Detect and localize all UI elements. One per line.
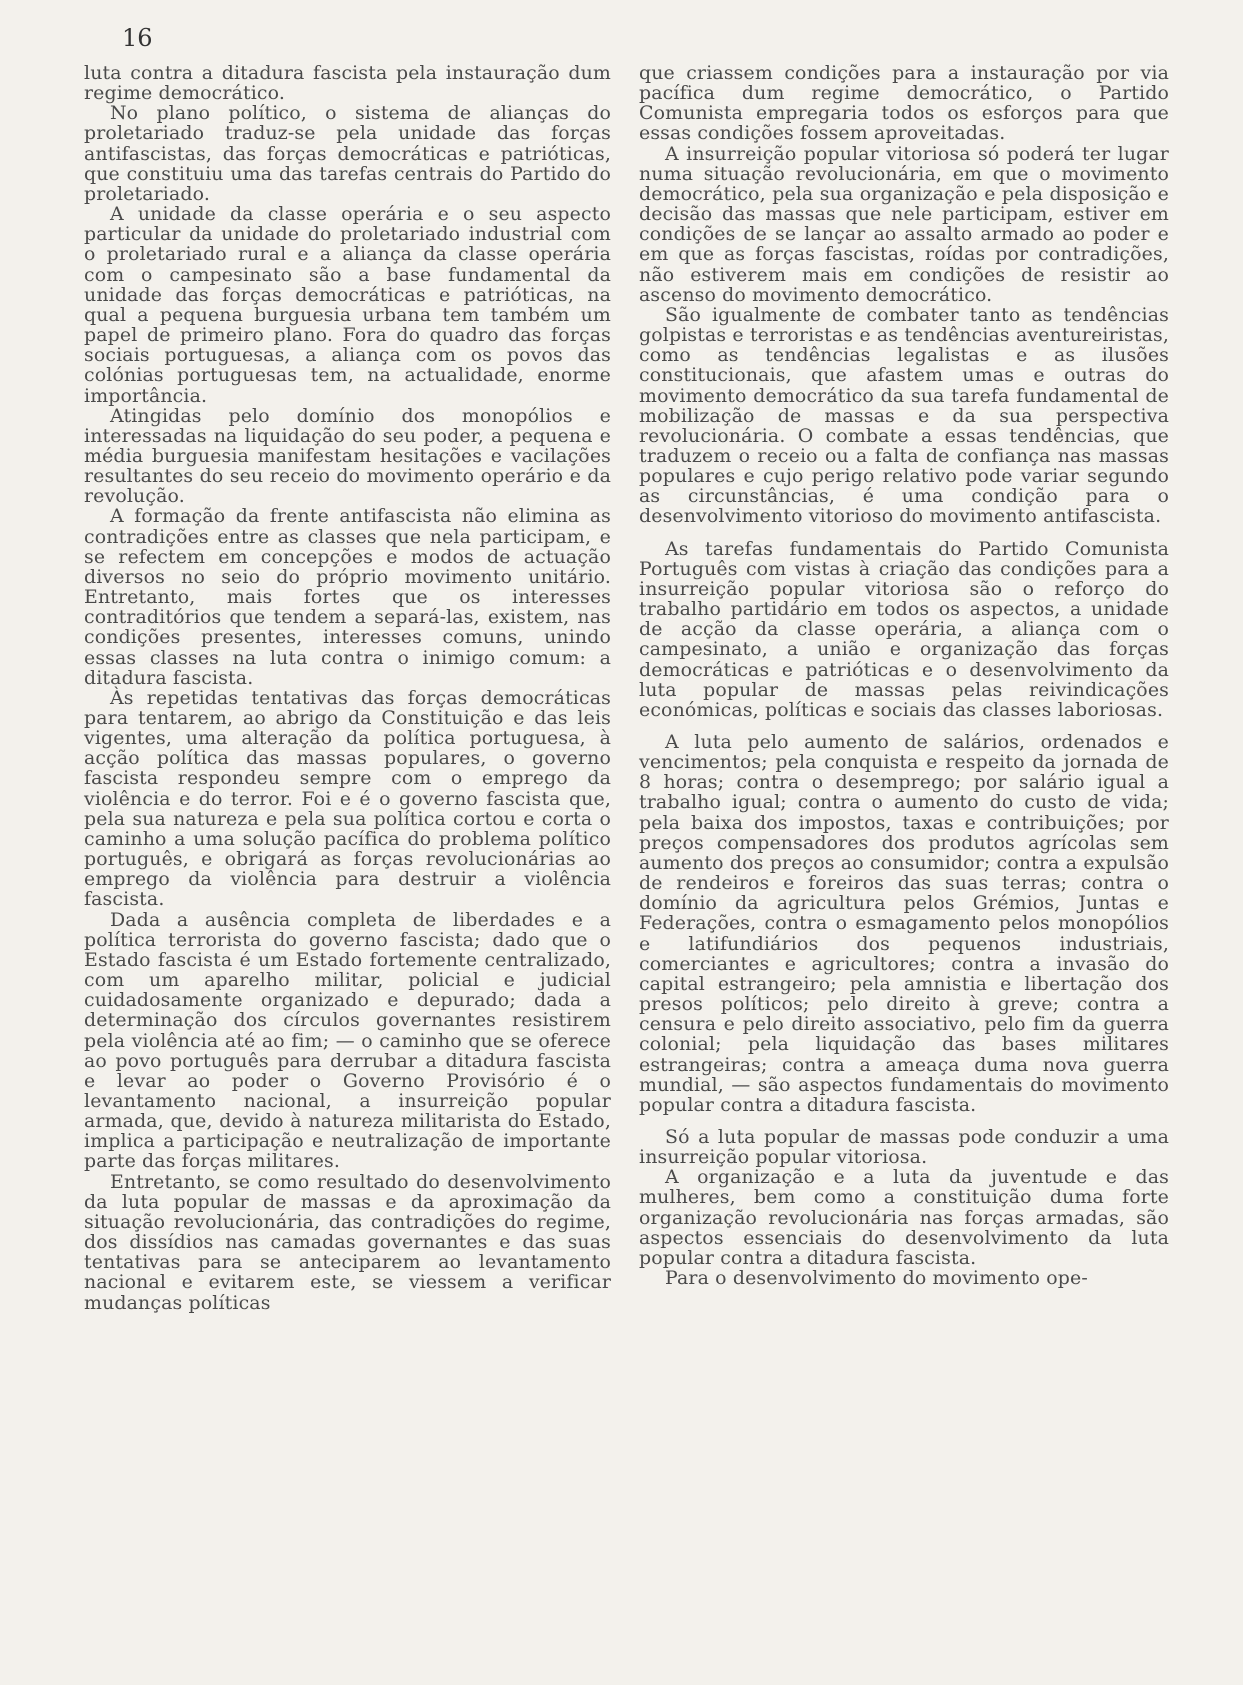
paragraph: Às repetidas tentativas das forças democráticas para tentarem, ao abrigo da Constituição e das leis vigentes, uma alteração da política portuguesa, à acção política das massas populares, o governo fascista respondeu sempre com o emprego da violência e do terror. Foi e é o governo fascista que, pela sua natureza e pela sua política cortou e corta o caminho a uma solução pacífica do problema político português, e obrigará as forças revolucionárias ao emprego da violência para destruir a violência fascista. <box>84 686 611 911</box>
paragraph: No plano político, o sistema de alianças do proletariado traduz-se pela unidade das forças antifascistas, das forças democráticas e patrióticas, que constituiu uma das tarefas centrais do Partido do proletariado. <box>84 102 611 205</box>
paragraph: Atingidas pelo domínio dos monopólios e interessadas na liquidação do seu poder, a pequena e média burguesia manifestam hesitações e vacilações resultantes do seu receio do movimento operário e da revolução. <box>84 404 611 508</box>
paragraph: Para o desenvolvimento do movimento ope- <box>665 1267 1088 1290</box>
paragraph: que criassem condições para a instauração por via pacífica dum regime democrático, o Partido Comunista empregaria todos os esforços para que essas condições fossem aproveitadas. <box>639 62 1169 145</box>
paragraph: São igualmente de combater tanto as tendências golpistas e terroristas e as tendências aventureiristas, como as tendências legalistas e as ilusões constitucionais, que afastem umas e outras do movimento democrático da sua tarefa fundamental de mobilização de massas e da sua perspectiva revolucionária. O combate a essas tendências, que traduzem o receio ou a falta de confiança nas massas populares e cujo perigo relativo pode variar segundo as circunstâncias, é uma condição para o desenvolvimento vitorioso do movimento antifascista. <box>639 303 1169 528</box>
paragraph: Só a luta popular de massas pode conduzir a uma insurreição popular vitoriosa. <box>639 1125 1169 1169</box>
paragraph: As tarefas fundamentais do Partido Comunista Português com vistas à criação das condições para a insurreição popular vitoriosa são o reforço do trabalho partidário em todos os aspectos, a unidade de acção da classe operária, a aliança com o campesinato, a união e organização das forças democráticas e patrióticas e o desenvolvimento da luta popular de massas pelas reivindicações económicas, políticas e sociais das classes laboriosas. <box>639 537 1169 721</box>
paragraph: A luta pelo aumento de salários, ordenados e vencimentos; pela conquista e respeito da jornada de 8 horas; contra o desemprego; por salário igual a trabalho igual; contra o aumento do custo de vida; pela baixa dos impostos, taxas e contribuições; por preços compensadores dos produtos agrícolas sem aumento dos preços ao consumidor; contra a expulsão de rendeiros e foreiros das suas terras; contra o domínio da agricultura pelos Grémios, Juntas e Federações, contra o esmagamento pelos monopólios e latifundiários dos pequenos industriais, comerciantes e agricultores; contra a invasão do capital estrangeiro; pela amnistia e libertação dos presos políticos; pelo direito à greve; contra a censura e pelo direito associativo, pelo fim da guerra colonial; pela liquidação das bases militares estrangeiras; contra a ameaça duma nova guerra mundial, — são aspectos fundamentais do movimento popular contra a ditadura fascista. <box>639 731 1169 1116</box>
left-column <box>84 63 611 1313</box>
page-number: 16 <box>122 24 153 52</box>
paragraph: A unidade da classe operária e o seu aspecto particular da unidade do proletariado industrial com o proletariado rural e a aliança da classe operária com o campesinato são a base fundamental da unidade das forças democráticas e patrióticas, na qual a pequena burguesia urbana tem também um papel de primeiro plano. Fora do quadro das forças sociais portuguesas, a aliança com os povos das colónias portuguesas tem, na actualidade, enorme importância. <box>84 203 611 407</box>
right-column <box>639 63 1169 1288</box>
paragraph: A organização e a luta da juventude e das mulheres, bem como a constituição duma forte organização revolucionária nas forças armadas, são aspectos essenciais do desenvolvimento da luta popular contra a ditadura fascista. <box>639 1166 1169 1269</box>
paragraph: luta contra a ditadura fascista pela instauração dum regime democrático. <box>84 62 611 105</box>
paragraph: A insurreição popular vitoriosa só poderá ter lugar numa situação revolucionária, em que o movimento democrático, pela sua organização e pela disposição e decisão das massas que nele participam, estiver em condições de se lançar ao assalto armado ao poder e em que as forças fascistas, roídas por contradições, não estiverem mais em condições de resistir ao ascenso do movimento democrático. <box>639 142 1169 306</box>
paragraph: Dada a ausência completa de liberdades e a política terrorista do governo fascista; dado que o Estado fascista é um Estado fortemente centralizado, com um aparelho militar, policial e judicial cuidadosamente organizado e depurado; dada a determinação dos círculos governantes resistirem pela violência até ao fim; — o caminho que se oferece ao povo português para derrubar a ditadura fascista e levar ao poder o Governo Provisório é o levantamento nacional, a insurreição popular armada, que, devido à natureza militarista do Estado, implica a participação e neutralização de importante parte das forças militares. <box>84 908 611 1173</box>
paragraph: A formação da frente antifascista não elimina as contradições entre as classes que nela participam, e se refectem em concepções e modos de actuação diversos no seio do próprio movimento unitário. Entretanto, mais fortes que os interesses contraditórios que tendem a separá-las, existem, nas condições presentes, interesses comuns, unindo essas classes na luta contra o inimigo comum: a ditadura fascista. <box>84 505 611 689</box>
paragraph: Entretanto, se como resultado do desenvolvimento da luta popular de massas e da aproximação da situação revolucionária, das contradições do regime, dos dissídios nas camadas governantes e das suas tentativas para se anteciparem ao levantamento nacional e evitarem este, se viessem a verificar mudanças políticas <box>84 1170 611 1314</box>
